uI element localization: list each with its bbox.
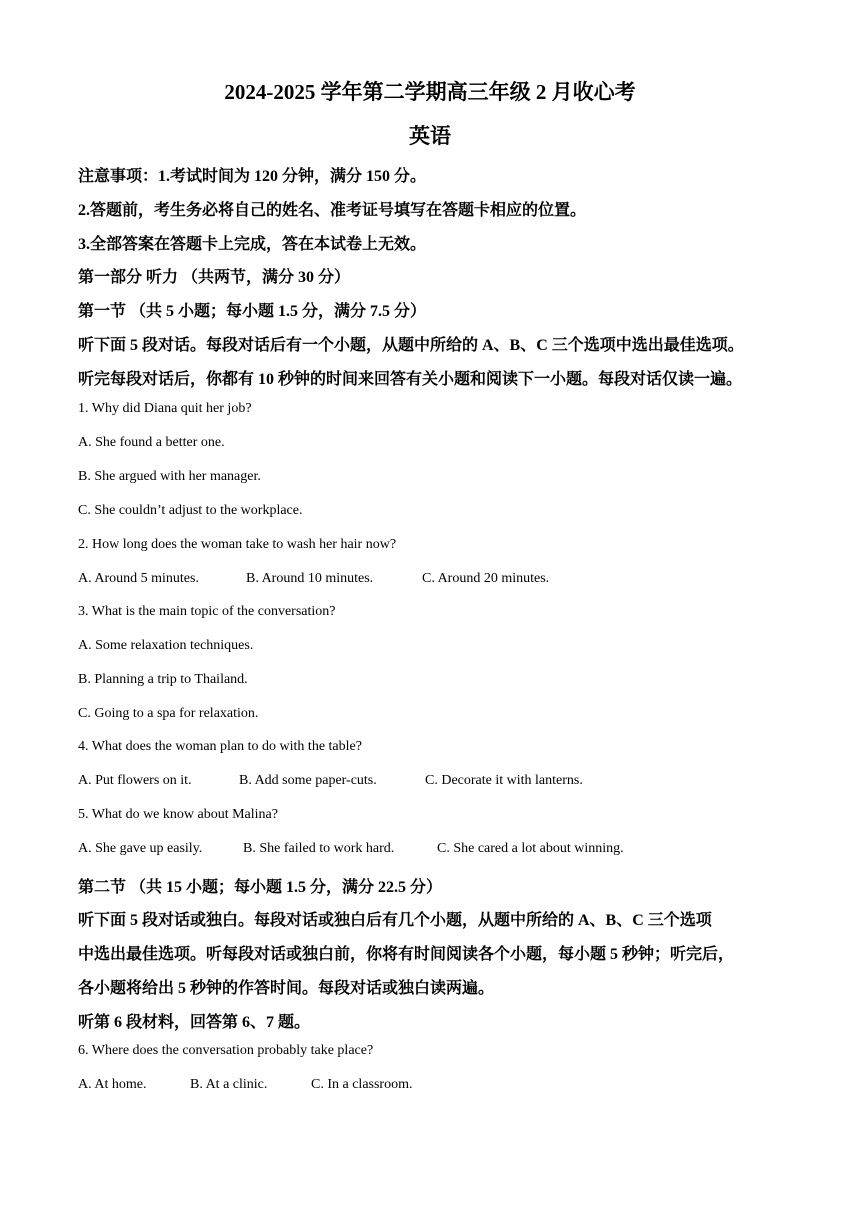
question-4-option-c: C. Decorate it with lanterns. [425,773,583,788]
question-3-option-c: C. Going to a spa for relaxation. [78,706,259,721]
question-6-option-a: A. At home. [78,1077,147,1092]
section2-instruction-3: 各小题将给出 5 秒钟的作答时间。每段对话或独白读两遍。 [78,980,495,997]
question-3: 3. What is the main topic of the conversation? [78,604,336,619]
subject-title: 英语 [409,124,451,148]
question-5: 5. What do we know about Malina? [78,807,278,822]
section1-heading: 第一节 （共 5 小题；每小题 1.5 分，满分 7.5 分） [78,303,427,320]
question-3-option-a: A. Some relaxation techniques. [78,638,254,653]
question-1-option-a: A. She found a better one. [78,435,225,450]
note-3: 3.全部答案在答题卡上完成，答在本试卷上无效。 [78,236,427,253]
question-5-option-b: B. She failed to work hard. [243,841,395,856]
question-1: 1. Why did Diana quit her job? [78,401,252,416]
note-1: 注意事项：1.考试时间为 120 分钟，满分 150 分。 [78,168,427,185]
part1-heading: 第一部分 听力 （共两节，满分 30 分） [78,269,351,286]
question-3-option-b: B. Planning a trip to Thailand. [78,672,248,687]
question-1-option-c: C. She couldn’t adjust to the workplace. [78,503,303,518]
question-6-option-c: C. In a classroom. [311,1077,413,1092]
question-2-option-a: A. Around 5 minutes. [78,571,199,586]
note-2: 2.答题前，考生务必将自己的姓名、准考证号填写在答题卡相应的位置。 [78,202,587,219]
question-5-option-c: C. She cared a lot about winning. [437,841,624,856]
question-2: 2. How long does the woman take to wash her hair now? [78,537,397,552]
section2-heading: 第二节 （共 15 小题；每小题 1.5 分，满分 22.5 分） [78,879,443,896]
question-1-option-b: B. She argued with her manager. [78,469,261,484]
section1-instruction-2: 听完每段对话后，你都有 10 秒钟的时间来回答有关小题和阅读下一小题。每段对话仅读一遍。 [78,371,743,388]
question-2-option-c: C. Around 20 minutes. [422,571,550,586]
question-5-option-a: A. She gave up easily. [78,841,203,856]
question-4: 4. What does the woman plan to do with the table? [78,739,362,754]
question-4-option-b: B. Add some paper-cuts. [239,773,377,788]
section2-instruction-2: 中选出最佳选项。听每段对话或独白前，你将有时间阅读各个小题，每小题 5 秒钟；听完后， [78,946,735,963]
question-2-option-b: B. Around 10 minutes. [246,571,374,586]
exam-title: 2024-2025 学年第二学期高三年级 2 月收心考 [224,80,636,104]
material-6-heading: 听第 6 段材料，回答第 6、7 题。 [78,1014,311,1031]
question-4-option-a: A. Put flowers on it. [78,773,192,788]
section2-instruction-1: 听下面 5 段对话或独白。每段对话或独白后有几个小题，从题中所给的 A、B、C 三个选项 [78,912,712,929]
question-6-option-b: B. At a clinic. [190,1077,268,1092]
question-6: 6. Where does the conversation probably take place? [78,1043,374,1058]
section1-instruction-1: 听下面 5 段对话。每段对话后有一个小题，从题中所给的 A、B、C 三个选项中选出最佳选项。 [78,337,744,354]
